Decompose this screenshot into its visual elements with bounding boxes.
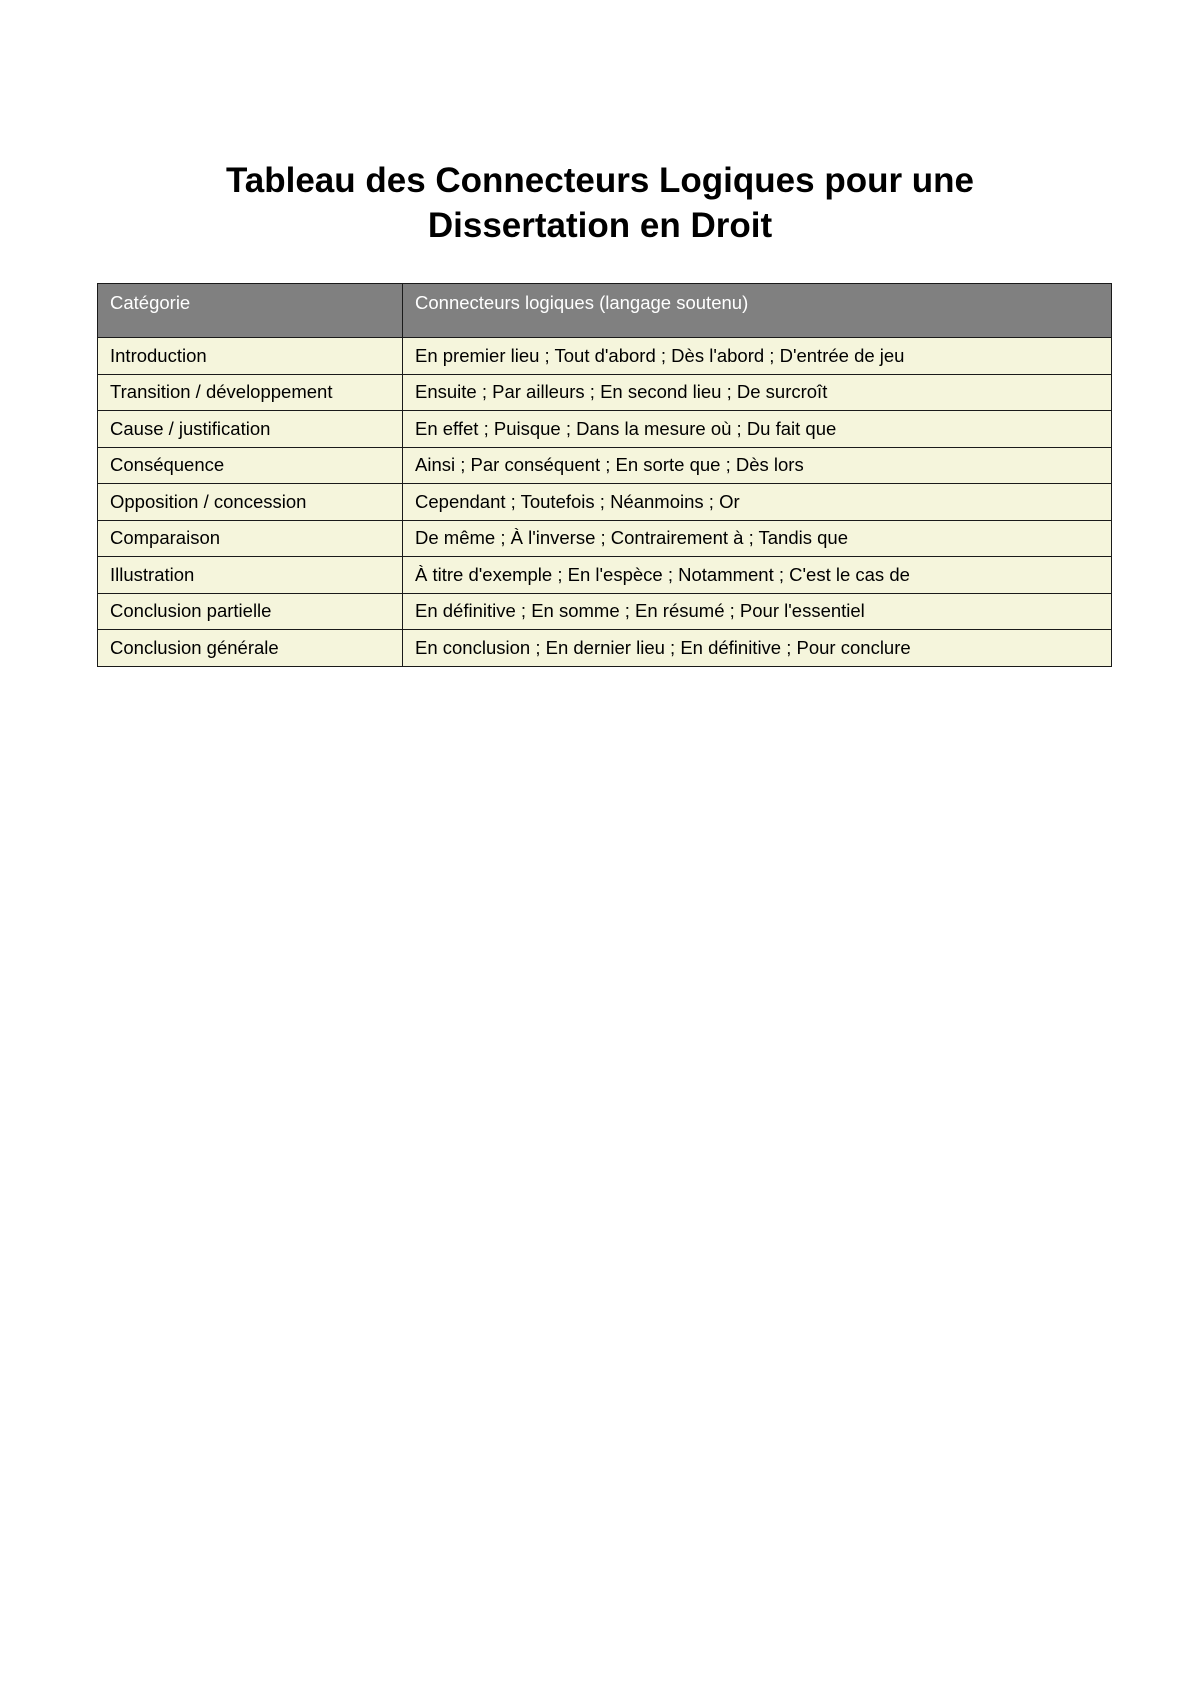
connectors-cell: À titre d'exemple ; En l'espèce ; Notamment ; C'est le cas de [403, 557, 1112, 594]
table-body [98, 338, 1112, 667]
category-cell: Conséquence [98, 447, 403, 484]
category-cell: Conclusion générale [98, 630, 403, 667]
table-row [98, 593, 1112, 630]
title-line-1: Tableau des Connecteurs Logiques pour une [225, 161, 975, 200]
table-row [98, 447, 1112, 484]
table-row [98, 374, 1112, 411]
category-cell: Transition / développement [98, 374, 403, 411]
category-cell: Illustration [98, 557, 403, 594]
connectors-cell: De même ; À l'inverse ; Contrairement à ; Tandis que [403, 520, 1112, 557]
connectors-table [97, 283, 1112, 667]
connectors-cell: En effet ; Puisque ; Dans la mesure où ; Du fait que [403, 411, 1112, 448]
category-cell: Opposition / concession [98, 484, 403, 521]
connectors-cell: Ainsi ; Par conséquent ; En sorte que ; Dès lors [403, 447, 1112, 484]
table-row [98, 411, 1112, 448]
header-connectors: Connecteurs logiques (langage soutenu) [403, 284, 1112, 338]
category-cell: Conclusion partielle [98, 593, 403, 630]
category-cell: Comparaison [98, 520, 403, 557]
header-row [98, 284, 1112, 338]
table-row [98, 520, 1112, 557]
connectors-cell: En définitive ; En somme ; En résumé ; Pour l'essentiel [403, 593, 1112, 630]
table-row [98, 557, 1112, 594]
table-header [98, 284, 1112, 338]
header-category: Catégorie [98, 284, 403, 338]
table-row [98, 338, 1112, 375]
document-title [100, 158, 1100, 248]
category-cell: Introduction [98, 338, 403, 375]
connectors-cell: Cependant ; Toutefois ; Néanmoins ; Or [403, 484, 1112, 521]
title-line-2: Dissertation en Droit [427, 206, 773, 245]
connectors-cell: En premier lieu ; Tout d'abord ; Dès l'abord ; D'entrée de jeu [403, 338, 1112, 375]
table-row [98, 630, 1112, 667]
connectors-cell: En conclusion ; En dernier lieu ; En définitive ; Pour conclure [403, 630, 1112, 667]
table-row [98, 484, 1112, 521]
category-cell: Cause / justification [98, 411, 403, 448]
connectors-cell: Ensuite ; Par ailleurs ; En second lieu ; De surcroît [403, 374, 1112, 411]
